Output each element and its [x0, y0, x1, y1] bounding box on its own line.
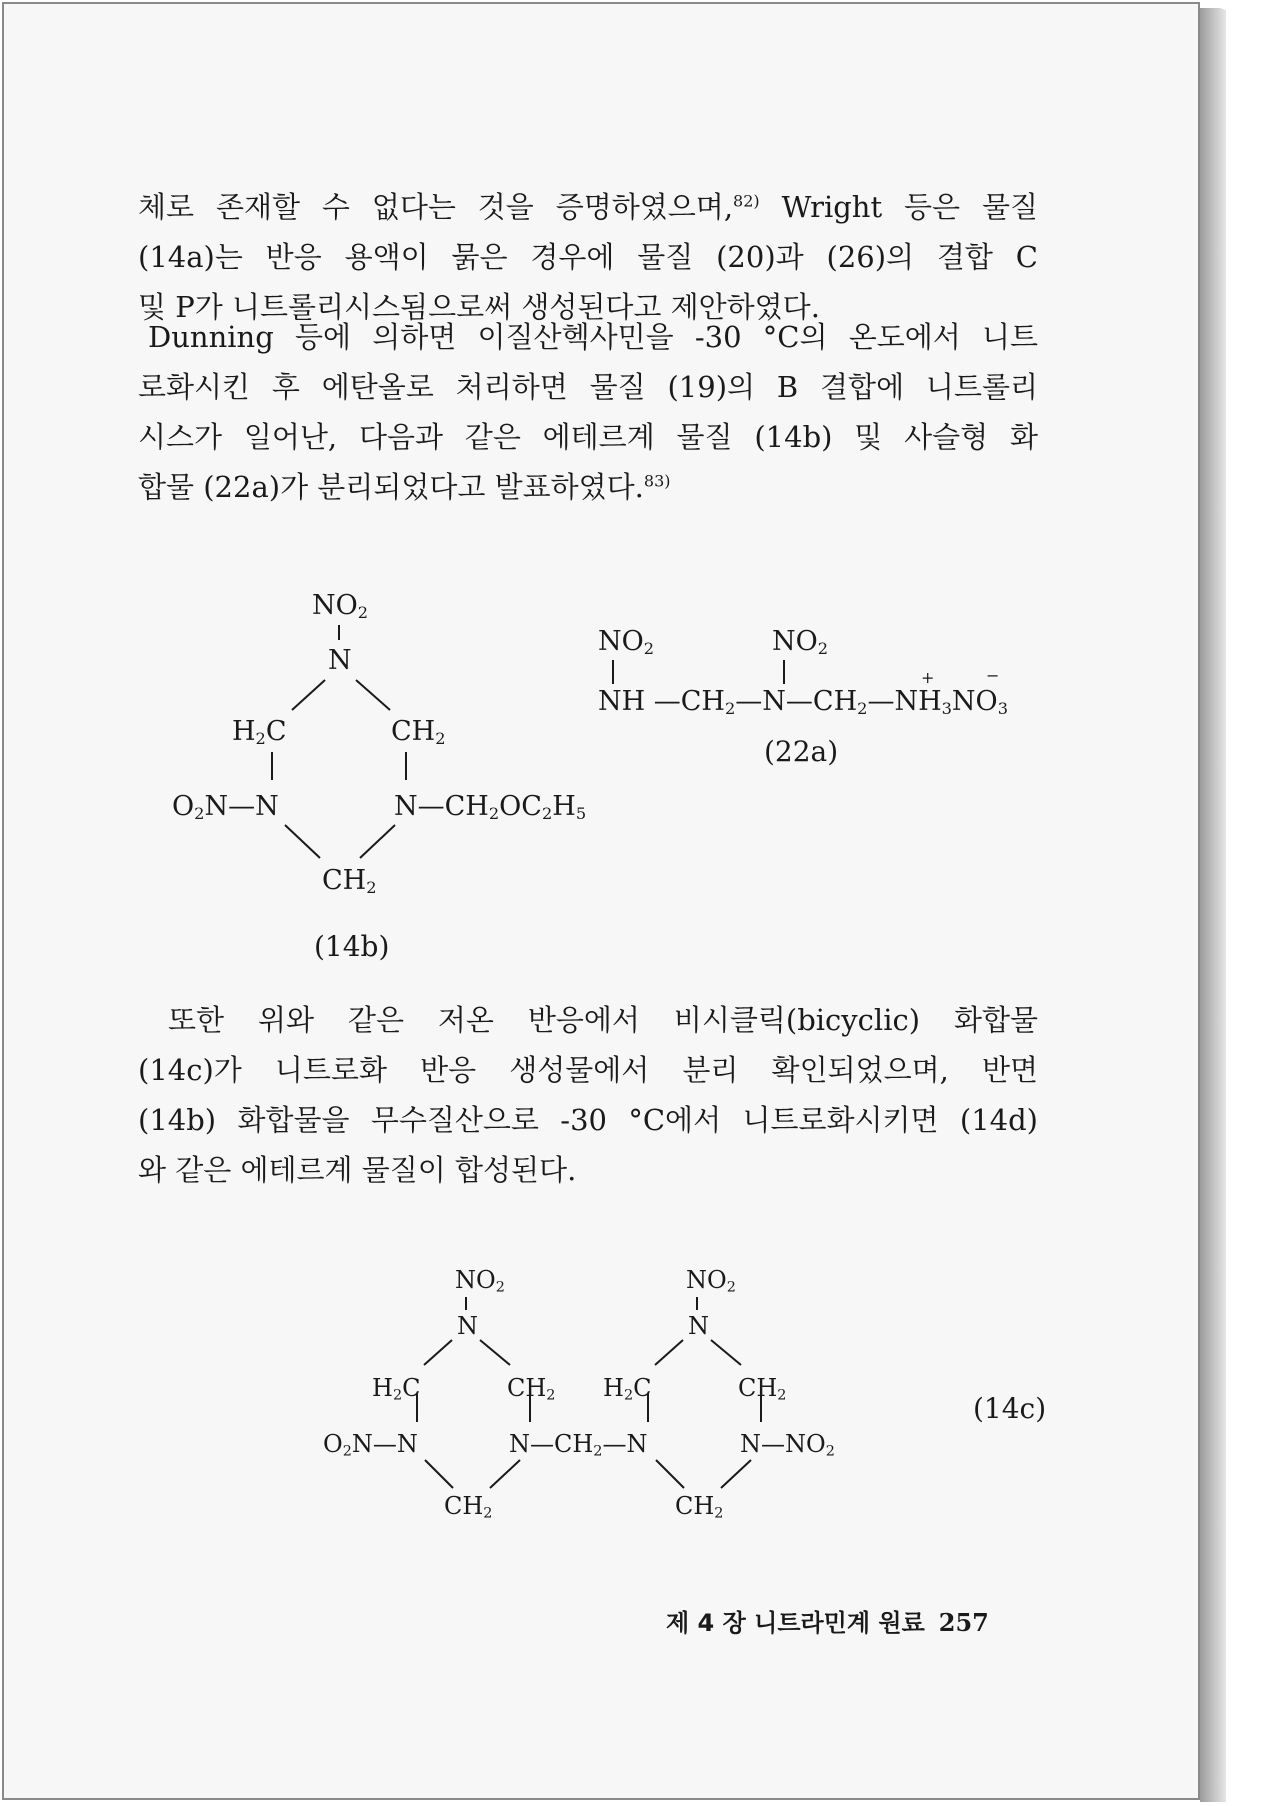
s14c-left-top-n: N — [457, 1312, 478, 1340]
p2-line-4: 합물 (22a)가 분리되었다고 발표하였다.$^{83)}$ — [138, 470, 671, 504]
s14b-right-ch2: $CH_2$ — [391, 716, 446, 749]
s14b-right-substituent: $N—CH_2OC_2H_5$ — [394, 791, 587, 824]
p2-line-3: 시스가 일어난, 다음과 같은 에테르계 물질 (14b) 및 사슬형 화 — [138, 420, 1038, 454]
s22a-right-no2: $NO_2$ — [772, 626, 829, 659]
p1-line-1: 체로 존재할 수 없다는 것을 증명하였으며,$^{82)}$ Wright 등은 물질 — [138, 190, 1038, 224]
s14b-bottom-ch2: $CH_2$ — [322, 865, 377, 898]
s14c-label: (14c) — [973, 1392, 1047, 1425]
s14b-top-n: N — [328, 645, 352, 676]
s14c-right-top-no2: $NO_2$ — [686, 1266, 736, 1296]
p3-line-4: 와 같은 에테르계 물질이 합성된다. — [138, 1153, 577, 1187]
p1-line-2: (14a)는 반응 용액이 묽은 경우에 물질 (20)과 (26)의 결합 C — [138, 240, 1038, 274]
s14b-left-o2n: $O_2N—N$ — [172, 791, 279, 824]
footnote-ref-82: 82) — [733, 191, 760, 211]
footnote-ref-83: 83) — [643, 471, 671, 491]
s14c-right-bottom-ch2: $CH_2$ — [675, 1492, 724, 1522]
s22a-minus-charge: − — [986, 666, 1000, 685]
s14b-left-h2c: $H_2C$ — [232, 716, 287, 749]
p3-line-3: (14b) 화합물을 무수질산으로 -30 °C에서 니트로화시키면 (14d) — [138, 1103, 1038, 1137]
s14b-top-no2: $NO_2$ — [312, 590, 369, 623]
s14c-left-o2n: $O_2N—N$ — [323, 1430, 418, 1460]
s22a-chain: NH $—CH_2—N—CH_2—NH_3NO_3$ — [598, 686, 1008, 719]
s22a-plus-charge: + — [921, 668, 935, 687]
s14c-right-n-no2: $N—NO_2$ — [740, 1430, 835, 1460]
s14c-left-top-no2: $NO_2$ — [455, 1266, 505, 1296]
s14c-left-h2c: $H_2C$ — [372, 1374, 421, 1404]
p2-line-2: 로화시킨 후 에탄올로 처리하면 물질 (19)의 B 결합에 니트롤리 — [138, 370, 1038, 404]
page-footer — [666, 1603, 989, 1638]
s14c-right-ch2: $CH_2$ — [738, 1374, 787, 1404]
s22a-left-no2: $NO_2$ — [598, 626, 655, 659]
p3-line-1: 또한 위와 같은 저온 반응에서 비시클릭(bicyclic) 화합물 — [168, 1003, 1038, 1037]
p1-line-3: 및 P가 니트롤리시스됨으로써 생성된다고 제안하였다. — [138, 290, 820, 324]
p3-line-2: (14c)가 니트로화 반응 생성물에서 분리 확인되었으며, 반면 — [138, 1053, 1038, 1087]
s14c-left-ch2: $CH_2$ — [507, 1374, 556, 1404]
chapter-title: 제 4 장 니트라민계 원료 — [666, 1609, 925, 1637]
p2-line-1: Dunning 등에 의하면 이질산헥사민을 -30 °C의 온도에서 니트 — [148, 320, 1038, 354]
s14c-left-bottom-ch2: $CH_2$ — [444, 1492, 493, 1522]
s22a-label: (22a) — [764, 735, 839, 768]
s14b-label: (14b) — [314, 930, 390, 963]
s14c-bridge: $N—CH_2—N$ — [509, 1430, 648, 1460]
page-number: 257 — [938, 1608, 989, 1637]
s14c-right-top-n: N — [688, 1312, 709, 1340]
s14c-right-h2c: $H_2C$ — [603, 1374, 652, 1404]
